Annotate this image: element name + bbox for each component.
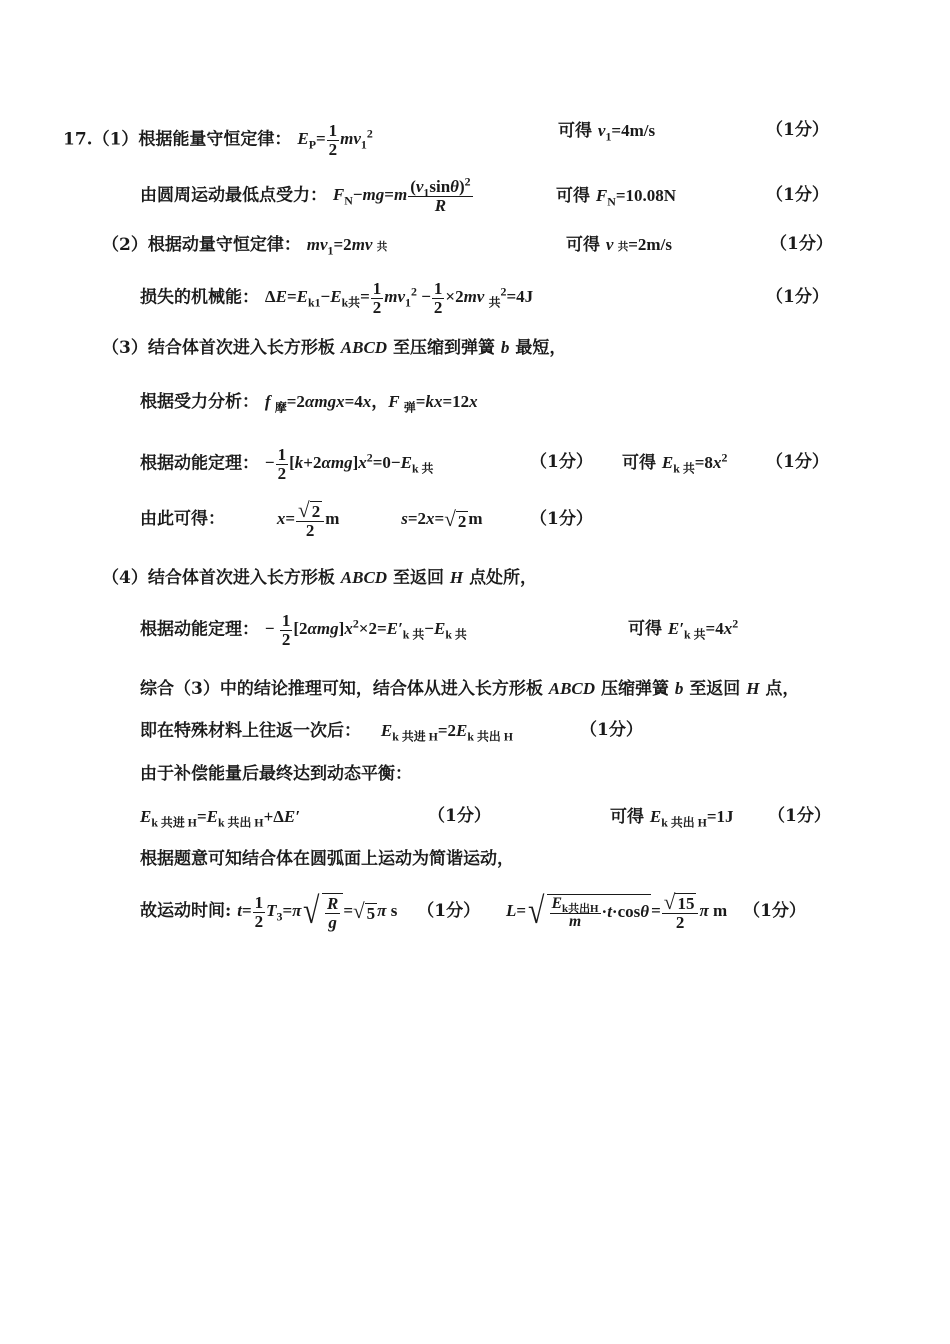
- part4-score2: （1分）: [428, 806, 491, 826]
- p17-line-11: 综合（3）中的结论推理可知，结合体从进入长方形板 ABCD 压缩弹簧 b 至返回 H 点，: [140, 679, 800, 699]
- part2-result1: 可得 v 共=2m/s: [566, 235, 672, 255]
- part1-score2: （1分）: [766, 185, 829, 205]
- part1-tag: （1）: [92, 129, 139, 150]
- part2-score1: （1分）: [770, 234, 833, 254]
- length-score: （1分）: [743, 900, 806, 921]
- part2-score2: （1分）: [766, 287, 829, 307]
- problem-number: 17.: [63, 129, 93, 150]
- p17-line-6: 根据受力分析： f $_摩$=2αmgx=4x，F $_弹$=kx=12x: [140, 392, 478, 415]
- part4-result: 可得 $E'_{k 共}=4x^2$: [628, 616, 739, 642]
- p17-line-14: $E_{k 共进 H}=E_{k 共出 H}+\Delta E'$: [140, 807, 301, 830]
- p17-line-5: （3）结合体首次进入长方形板 ABCD 至压缩到弹簧 b 最短，: [102, 338, 567, 358]
- time-score: （1分）: [417, 900, 481, 921]
- p17-line-12: 即在特殊材料上往返一次后： $E_{k 共进 H}=2E_{k 共出 H}$: [140, 721, 513, 744]
- part4-score1: （1分）: [580, 720, 643, 740]
- p17-line-16: 故运动时间: t= $\frac{1}{2}$ $T_3=\pi√$ $\frac{R}{g}$ =√ 5 π s （1分） L=√ $\frac{E_{k共出H}}{m}$ ·t·cosθ = $\frac{√ 15}{2}$ π m （1分）: [140, 890, 806, 933]
- p17-line-8: 由此可得： x= $\frac{√ 2}{2}$ m s=2x=√ 2 m: [140, 498, 483, 541]
- part1-result2: 可得 $F_N=10.08N$: [556, 186, 677, 209]
- energy-equation: $E_P=$ $\frac{1}{2}$ $mv_1^2$: [297, 121, 373, 159]
- p17-line-2: 由圆周运动最低点受力： $F_N-mg=m$ $\frac{(v_1\sin\theta)^2}{R}$: [140, 178, 474, 215]
- p17-line-15: 根据题意可知结合体在圆弧面上运动为简谐运动，: [140, 849, 514, 869]
- p17-line-9: （4）结合体首次进入长方形板 ABCD 至返回 H 点处所，: [102, 568, 538, 588]
- p17-line-10: 根据动能定理： − $\frac{1}{2}$ $[2\alpha mg]x^2\times 2=E'_{k 共}-E_{k 共}$: [140, 611, 467, 649]
- p17-line-4: 损失的机械能： $\Delta E=E_{k1}-E_{k共}=$ $\frac{1}{2}$ $mv_1^2$ − $\frac{1}{2}$ ×2mv $_共^2$=4J: [140, 279, 534, 317]
- part4-score3: （1分）: [768, 806, 831, 826]
- part3-score1: （1分）: [530, 452, 593, 472]
- p17-line-1: [63, 122, 373, 159]
- p17-line-7: 根据动能定理： − $\frac{1}{2}$ $[k+2\alpha mg]x^2=0-E_{k 共}$: [140, 445, 434, 483]
- part3-score2: （1分）: [766, 452, 829, 472]
- part4-result2: 可得 $E_{k 共出 H}=1J$: [610, 807, 734, 830]
- part1-text1: 根据能量守恒定律：: [138, 129, 292, 150]
- part3-score3: （1分）: [530, 509, 593, 529]
- p17-line-13: 由于补偿能量后最终达到动态平衡：: [140, 764, 412, 784]
- part3-result: 可得 $E_{k 共}=8x^2$: [622, 450, 728, 476]
- part1-result1: 可得 $v_1=4m/s$: [558, 121, 656, 144]
- part1-score1: （1分）: [766, 120, 829, 140]
- normal-force-equation: $F_N-mg=m$ $\frac{(v_1\sin\theta)^2}{R}$: [332, 174, 471, 215]
- p17-line-3: （2）根据动量守恒定律： $mv_1=2mv$ 共: [102, 235, 388, 258]
